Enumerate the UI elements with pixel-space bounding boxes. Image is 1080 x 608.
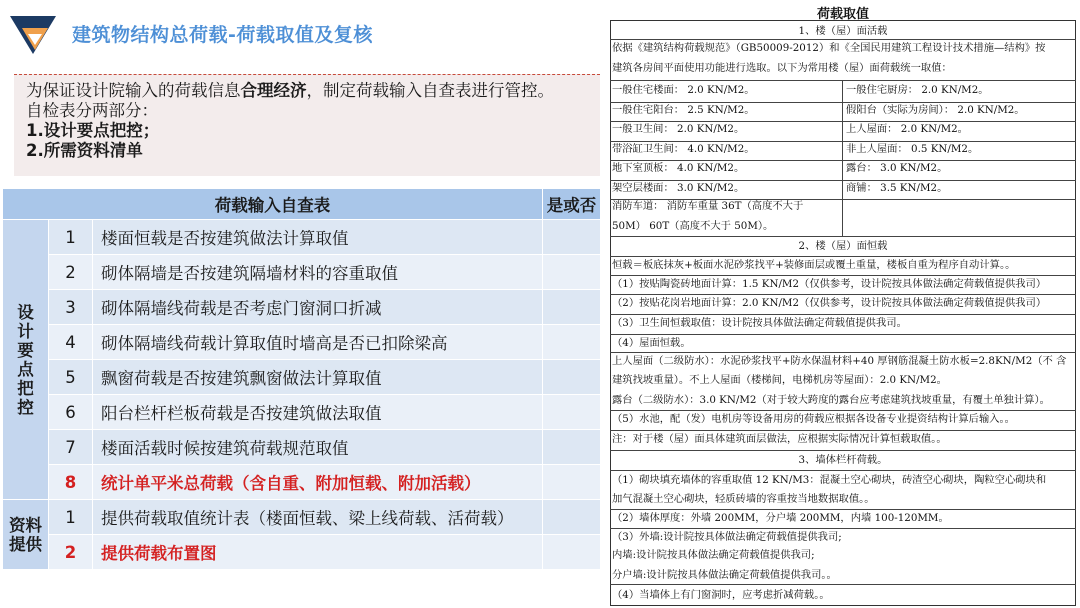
intro-box [14, 74, 600, 176]
intro-line-3: 1.设计要点把控； [26, 121, 160, 140]
yes-no-cell[interactable] [543, 535, 601, 570]
table-header-row [3, 189, 601, 220]
section-2-line: （2）按贴花岗岩地面计算：2.0 KN/M2（仅供参考，设计院按具体做法确定荷载值提供我司） [612, 297, 1047, 309]
slide-title: 建筑物结构总荷载-荷载取值及复核 [72, 24, 373, 46]
section-3-line: 分户墙:设计院按具体做法确定荷载值提供我司。。 [612, 569, 837, 581]
section-1-title: 1、楼（屋）面活载 [798, 25, 888, 37]
table-row [3, 500, 601, 535]
doc-rule [610, 294, 1076, 295]
yes-no-cell[interactable] [543, 220, 601, 255]
intro-line-2: 自检表分两部分： [26, 101, 158, 120]
section-3-title: 3、墙体栏杆荷载。 [798, 454, 888, 466]
doc-rule [610, 39, 1076, 40]
section-3-line: （2）墙体厚度：外墙 200MM，分户墙 200MM，内墙 100-120MM。 [612, 512, 949, 524]
section-3-line: 内墙:设计院按具体做法确定荷载值提供我司; [612, 549, 815, 561]
group-label: 设 计 要 点 把 控 [3, 220, 49, 500]
doc-rule [610, 470, 1076, 471]
check-item-text: 砌体隔墙是否按建筑隔墙材料的容重取值 [93, 255, 543, 290]
row-number: 2 [49, 255, 93, 290]
doc-rule [842, 80, 843, 236]
intro-line-1: 为保证设计院输入的荷载信息合理经济，制定荷载输入自查表进行管控。 [26, 81, 554, 100]
table-row [3, 325, 601, 360]
table-row [3, 395, 601, 430]
doc-rule [610, 352, 1076, 353]
row-number: 6 [49, 395, 93, 430]
section-2-line: （3）卫生间恒载取值：设计院按具体做法确定荷载值提供我司。 [612, 317, 907, 329]
yes-no-header: 是或否 [543, 189, 601, 220]
section-2-line: 露台（二级防水）：3.0 KN/M2（对于较大跨度的露台应考虑建筑找坡重量，有覆土单独计算）。 [612, 394, 1050, 406]
table-row [3, 430, 601, 465]
live-load-right: 假阳台（实际为房间）： 2.0 KN/M2。 [846, 103, 1025, 116]
live-load-right: 商铺： 3.5 KN/M2。 [846, 181, 948, 194]
check-item-text: 楼面活载时候按建筑荷载规范取值 [93, 430, 543, 465]
live-load-right: 非上人屋面： 0.5 KN/M2。 [846, 142, 979, 155]
yes-no-cell[interactable] [543, 465, 601, 500]
section-2-line: 恒载＝板底抹灰+板面水泥砂浆找平+装修面层或覆土重量，楼板自重为程序自动计算。。 [612, 259, 1016, 271]
check-item-text: 提供荷载取值统计表（楼面恒载、梁上线荷载、活荷载） [93, 500, 543, 535]
fire-lane-line: 50M） 60T（高度不大于 50M）。 [612, 220, 774, 232]
section-1-intro: 建筑各房间平面使用功能进行选取。以下为常用楼（屋）面荷载统一取值： [612, 62, 952, 74]
yes-no-cell[interactable] [543, 430, 601, 465]
section-3-line: 加气混凝土空心砌块，轻质砖墙的容重按当地数据取值。。 [612, 493, 875, 505]
doc-rule [610, 160, 1076, 161]
section-3-line: （4）当墙体上有门窗洞时，应考虑折减荷载。。 [612, 589, 830, 601]
row-number: 7 [49, 430, 93, 465]
live-load-left: 架空层楼面： 3.0 KN/M2。 [612, 181, 745, 194]
load-values-document [606, 0, 1080, 608]
doc-rule [610, 430, 1076, 431]
check-item-text: 砌体隔墙线荷载计算取值时墙高是否已扣除梁高 [93, 325, 543, 360]
row-number: 5 [49, 360, 93, 395]
row-number: 3 [49, 290, 93, 325]
table-row [3, 290, 601, 325]
doc-rule [610, 509, 1076, 510]
section-2-line: 上人屋面（二级防水）：水泥砂浆找平+防水保温材料+40 厚钢筋混凝土防水板=2.8KN/M2（不 含 [612, 355, 1067, 367]
table-row [3, 465, 601, 500]
section-2-line: 建筑找坡重量）。不上人屋面（楼梯间，电梯机房等屋面）：2.0 KN/M2。 [612, 374, 947, 386]
section-2-line: （5）水池，配（发）电机房等设备用房的荷载应根据各设备专业提资结构计算后输入。。 [612, 413, 1015, 425]
load-self-check-table [2, 188, 601, 570]
live-load-left: 一般卫生间： 2.0 KN/M2。 [612, 123, 745, 135]
table-row [3, 535, 601, 570]
table-title: 荷载输入自查表 [3, 189, 543, 220]
section-3-line: （3）外墙:设计院按具体做法确定荷载值提供我司; [612, 531, 842, 543]
doc-rule [610, 121, 1076, 122]
live-load-left: 一般住宅阳台： 2.5 KN/M2。 [612, 103, 755, 116]
check-item-text: 楼面恒载是否按建筑做法计算取值 [93, 220, 543, 255]
doc-rule [610, 236, 1076, 237]
doc-rule [610, 528, 1076, 529]
doc-rule [610, 80, 1076, 81]
live-load-left: 地下室顶板： 4.0 KN/M2。 [612, 162, 745, 174]
yes-no-cell[interactable] [543, 290, 601, 325]
yes-no-cell[interactable] [543, 395, 601, 430]
company-logo [8, 14, 58, 58]
row-number: 8 [49, 465, 93, 500]
check-item-text: 砌体隔墙线荷载是否考虑门窗洞口折减 [93, 290, 543, 325]
live-load-left: 一般住宅楼面： 2.0 KN/M2。 [612, 84, 755, 96]
row-number: 4 [49, 325, 93, 360]
check-item-text: 统计单平米总荷载（含自重、附加恒载、附加活载） [93, 465, 543, 500]
yes-no-cell[interactable] [543, 255, 601, 290]
section-2-line: （4）屋面恒载。 [612, 337, 691, 349]
doc-rule [610, 180, 1076, 181]
row-number: 1 [49, 220, 93, 255]
yes-no-cell[interactable] [543, 500, 601, 535]
check-item-text: 阳台栏杆栏板荷载是否按建筑做法取值 [93, 395, 543, 430]
doc-rule [610, 334, 1076, 335]
live-load-left: 带浴缸卫生间： 4.0 KN/M2。 [612, 142, 755, 155]
doc-rule [610, 141, 1076, 142]
doc-rule [610, 275, 1076, 276]
table-row [3, 255, 601, 290]
document-title: 荷载取值 [816, 7, 869, 22]
yes-no-cell[interactable] [543, 360, 601, 395]
section-2-title: 2、楼（屋）面恒载 [798, 240, 888, 252]
doc-rule [610, 102, 1076, 103]
doc-rule [610, 450, 1076, 451]
row-number: 1 [49, 500, 93, 535]
section-2-line: 注：对于楼（屋）面具体建筑面层做法，应根据实际情况计算恒载取值。。 [612, 433, 947, 445]
live-load-right: 露台： 3.0 KN/M2。 [846, 162, 948, 174]
group-label: 资料 提供 [3, 500, 49, 570]
intro-line-4: 2.所需资料清单 [26, 141, 143, 160]
doc-rule [610, 256, 1076, 257]
live-load-right: 一般住宅厨房： 2.0 KN/M2。 [846, 84, 989, 96]
section-2-line: （1）按贴陶瓷砖地面计算：1.5 KN/M2（仅供参考，设计院按具体做法确定荷载值提供我司） [612, 278, 1047, 290]
live-load-right: 上人屋面： 2.0 KN/M2。 [846, 123, 968, 135]
yes-no-cell[interactable] [543, 325, 601, 360]
doc-rule [610, 410, 1076, 411]
doc-rule [610, 314, 1076, 315]
section-1-intro: 依据《建筑结构荷载规范》（GB50009-2012）和《全国民用建筑工程设计技术措施—结构》按 [612, 42, 1046, 54]
check-item-text: 飘窗荷载是否按建筑飘窗做法计算取值 [93, 360, 543, 395]
doc-rule [610, 584, 1076, 585]
check-item-text: 提供荷载布置图 [93, 535, 543, 570]
fire-lane-line: 消防车道： 消防车重量 36T（高度不大于 [612, 200, 804, 212]
row-number: 2 [49, 535, 93, 570]
section-3-line: （1）砌块填充墙体的容重取值 12 KN/M3：混凝土空心砌块，砖渣空心砌块，陶粒空心砌块和 [612, 474, 1047, 486]
table-row [3, 220, 601, 255]
table-row [3, 360, 601, 395]
